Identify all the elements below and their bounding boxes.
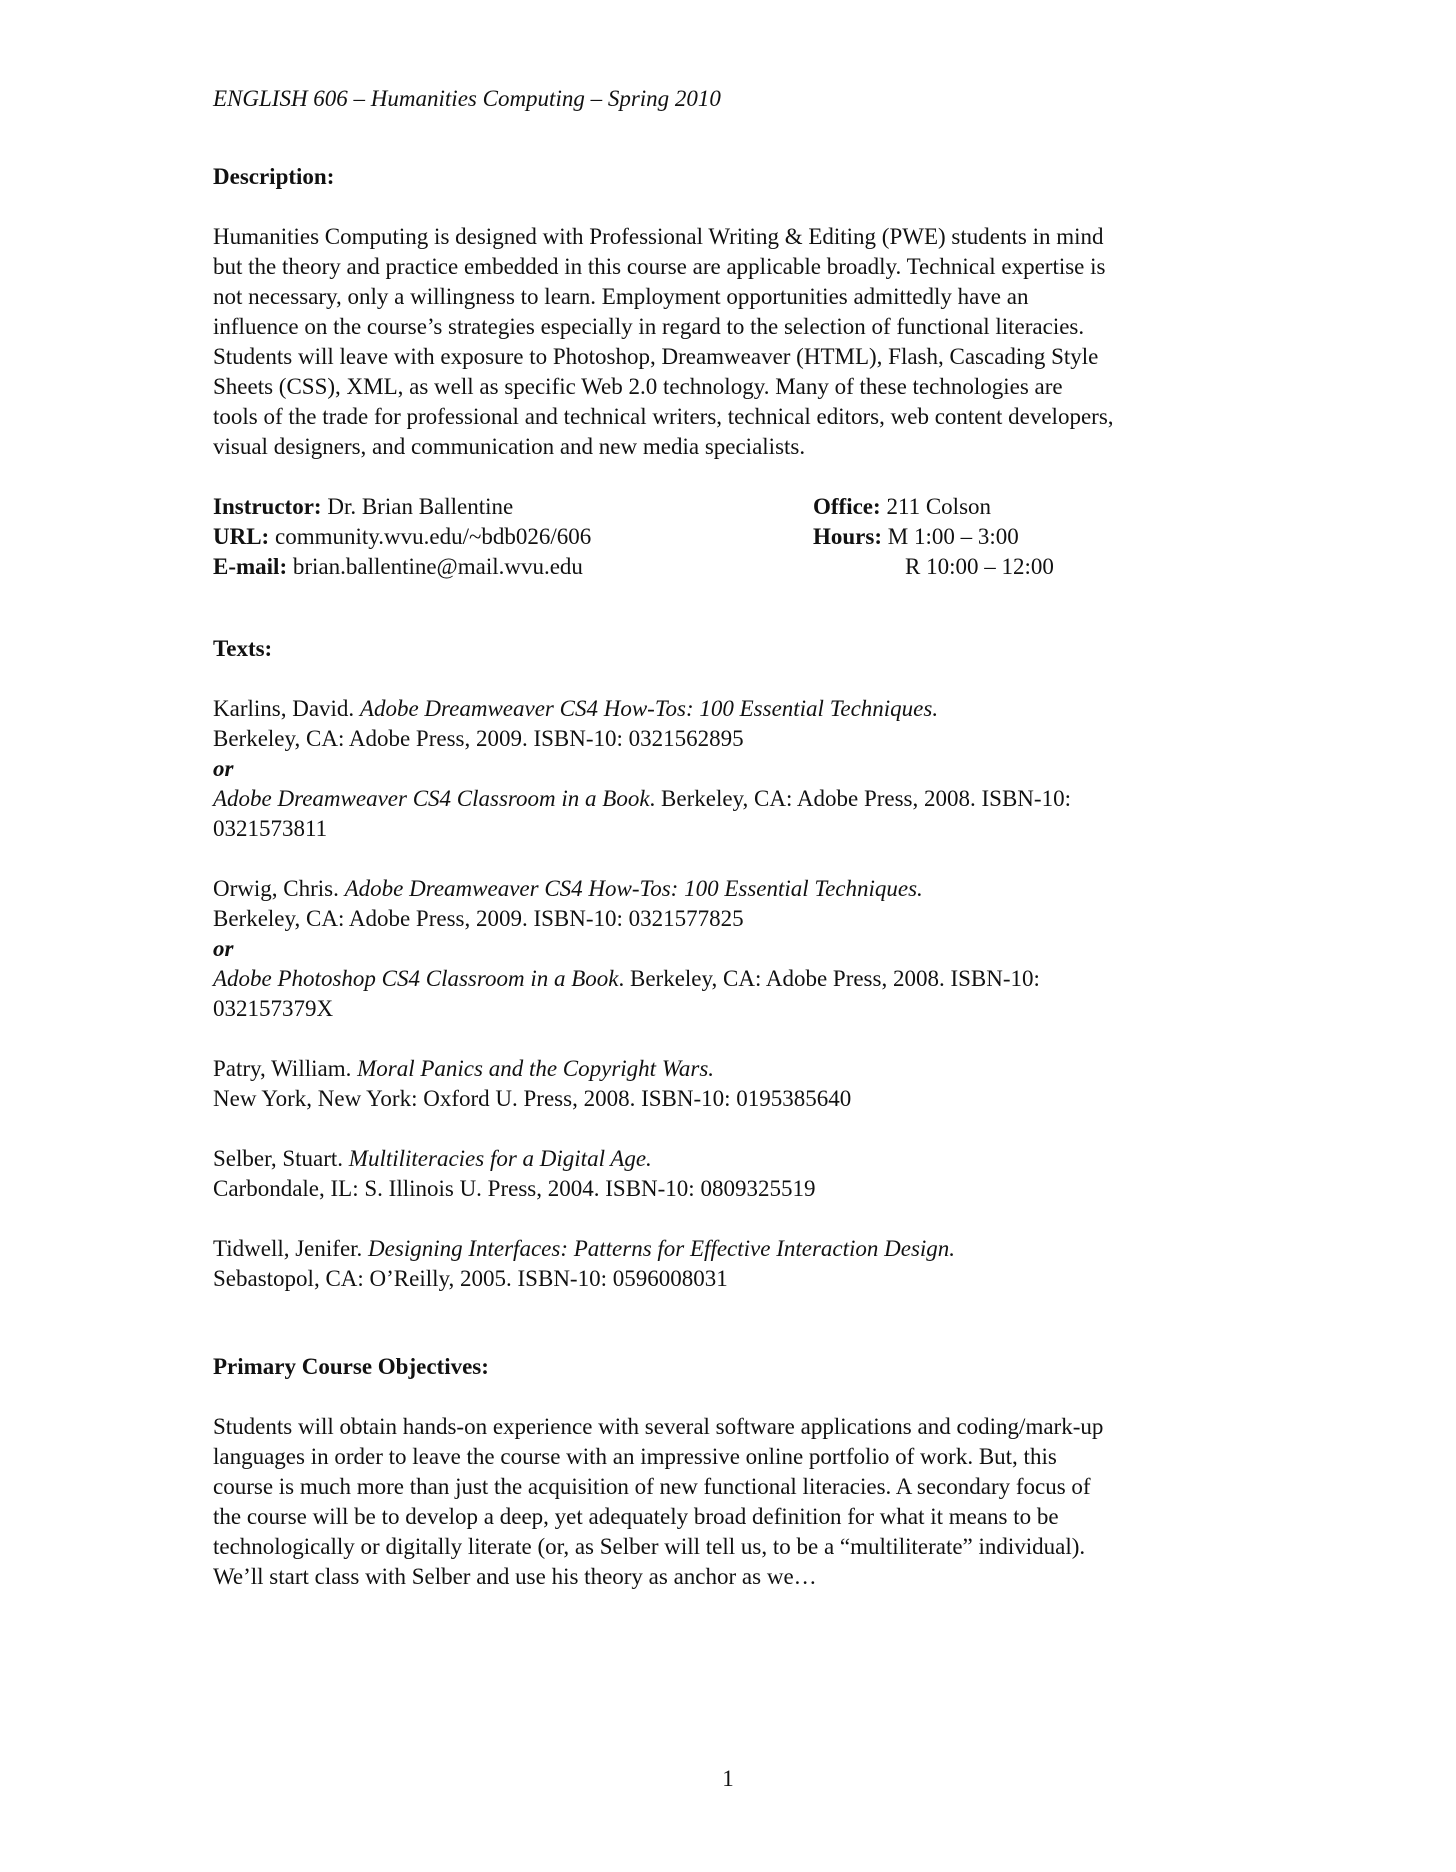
book-author: Patry, William. [213, 1056, 352, 1081]
book-author: Orwig, Chris. [213, 876, 339, 901]
email-value: brian.ballentine@mail.wvu.edu [292, 554, 583, 579]
book-citation [213, 1234, 1253, 1264]
book-alt-isbn: 032157379X [213, 996, 334, 1021]
description-line: tools of the trade for professional and technical writers, technical editors, web content developers, [213, 404, 1114, 429]
url-value: community.wvu.edu/~bdb026/606 [274, 524, 592, 549]
book-title: Moral Panics and the Copyright Wars. [357, 1056, 715, 1081]
objectives-heading: Primary Course Objectives: [213, 1354, 489, 1379]
instructor-line [213, 492, 591, 522]
description-heading: Description: [213, 164, 335, 189]
book-title: Adobe Dreamweaver CS4 How-Tos: 100 Essential Techniques. [359, 696, 939, 721]
contact-right-column [813, 492, 1054, 582]
book-entry [213, 1144, 1253, 1204]
description-line: not necessary, only a willingness to learn. Employment opportunities admittedly have an [213, 284, 1029, 309]
book-title: Multiliteracies for a Digital Age. [348, 1146, 652, 1171]
description-line: Students will leave with exposure to Photoshop, Dreamweaver (HTML), Flash, Cascading Style [213, 344, 1099, 369]
book-entry [213, 1054, 1253, 1114]
objectives-line: Students will obtain hands-on experience with several software applications and coding/mark-up [213, 1414, 1104, 1439]
book-citation [213, 874, 1253, 904]
hours-label: Hours: [813, 524, 882, 549]
hours-line [813, 522, 1054, 552]
instructor-label: Instructor: [213, 494, 322, 519]
book-author: Selber, Stuart. [213, 1146, 344, 1171]
email-label: E-mail: [213, 554, 288, 579]
hours-line-2 [813, 552, 1054, 582]
office-value: 211 Colson [886, 494, 992, 519]
objectives-line: the course will be to develop a deep, yet adequately broad definition for what it means to be [213, 1504, 1059, 1529]
book-or: or [213, 756, 234, 781]
description-line: influence on the course’s strategies especially in regard to the selection of functional literacies. [213, 314, 1085, 339]
office-line [813, 492, 1054, 522]
texts-heading: Texts: [213, 636, 273, 661]
objectives-line: We’ll start class with Selber and use his theory as anchor as we… [213, 1564, 817, 1589]
book-publication: Carbondale, IL: S. Illinois U. Press, 2004. ISBN-10: 0809325519 [213, 1176, 816, 1201]
hours-value: M 1:00 – 3:00 [887, 524, 1019, 549]
description-line: visual designers, and communication and new media specialists. [213, 434, 806, 459]
book-publication: Berkeley, CA: Adobe Press, 2009. ISBN-10: 0321562895 [213, 726, 744, 751]
book-citation [213, 694, 1253, 724]
description-line: Humanities Computing is designed with Professional Writing & Editing (PWE) students in mind [213, 224, 1104, 249]
book-alt-title: Adobe Photoshop CS4 Classroom in a Book [213, 966, 619, 991]
book-citation [213, 1144, 1253, 1174]
email-line [213, 552, 591, 582]
book-or: or [213, 936, 234, 961]
book-title: Designing Interfaces: Patterns for Effective Interaction Design. [368, 1236, 956, 1261]
description-line: Sheets (CSS), XML, as well as specific Web 2.0 technology. Many of these technologies are [213, 374, 1063, 399]
objectives-paragraph [213, 1412, 1253, 1592]
contact-info [213, 492, 1253, 582]
book-title: Adobe Dreamweaver CS4 How-Tos: 100 Essential Techniques. [344, 876, 923, 901]
book-publication: Berkeley, CA: Adobe Press, 2009. ISBN-10: 0321577825 [213, 906, 744, 931]
url-line [213, 522, 591, 552]
book-alt-title: Adobe Dreamweaver CS4 Classroom in a Book [213, 786, 650, 811]
book-citation [213, 1054, 1253, 1084]
book-author: Karlins, David. [213, 696, 355, 721]
objectives-line: course is much more than just the acquisition of new functional literacies. A secondary focus of [213, 1474, 1091, 1499]
book-publication: New York, New York: Oxford U. Press, 2008. ISBN-10: 0195385640 [213, 1086, 852, 1111]
hours-value-2: R 10:00 – 12:00 [905, 554, 1054, 579]
url-label: URL: [213, 524, 270, 549]
book-entry [213, 694, 1253, 844]
objectives-line: languages in order to leave the course with an impressive online portfolio of work. But, this [213, 1444, 1057, 1469]
objectives-line: technologically or digitally literate (or, as Selber will tell us, to be a “multiliterate” individual). [213, 1534, 1086, 1559]
book-alt-publication: . Berkeley, CA: Adobe Press, 2008. ISBN-10: [618, 966, 1040, 991]
course-header: ENGLISH 606 – Humanities Computing – Spring 2010 [213, 86, 721, 111]
book-alt-citation [213, 964, 1253, 994]
book-alt-citation [213, 784, 1253, 814]
book-entry [213, 1234, 1253, 1294]
description-line: but the theory and practice embedded in this course are applicable broadly. Technical expertise is [213, 254, 1106, 279]
instructor-value: Dr. Brian Ballentine [327, 494, 514, 519]
book-publication: Sebastopol, CA: O’Reilly, 2005. ISBN-10: 0596008031 [213, 1266, 728, 1291]
document-page [213, 84, 1253, 1592]
description-paragraph [213, 222, 1253, 462]
page-number: 1 [722, 1766, 734, 1791]
contact-left-column [213, 492, 591, 582]
office-label: Office: [813, 494, 881, 519]
book-alt-isbn: 0321573811 [213, 816, 328, 841]
book-alt-publication: . Berkeley, CA: Adobe Press, 2008. ISBN-10: [649, 786, 1071, 811]
book-author: Tidwell, Jenifer. [213, 1236, 363, 1261]
book-entry [213, 874, 1253, 1024]
